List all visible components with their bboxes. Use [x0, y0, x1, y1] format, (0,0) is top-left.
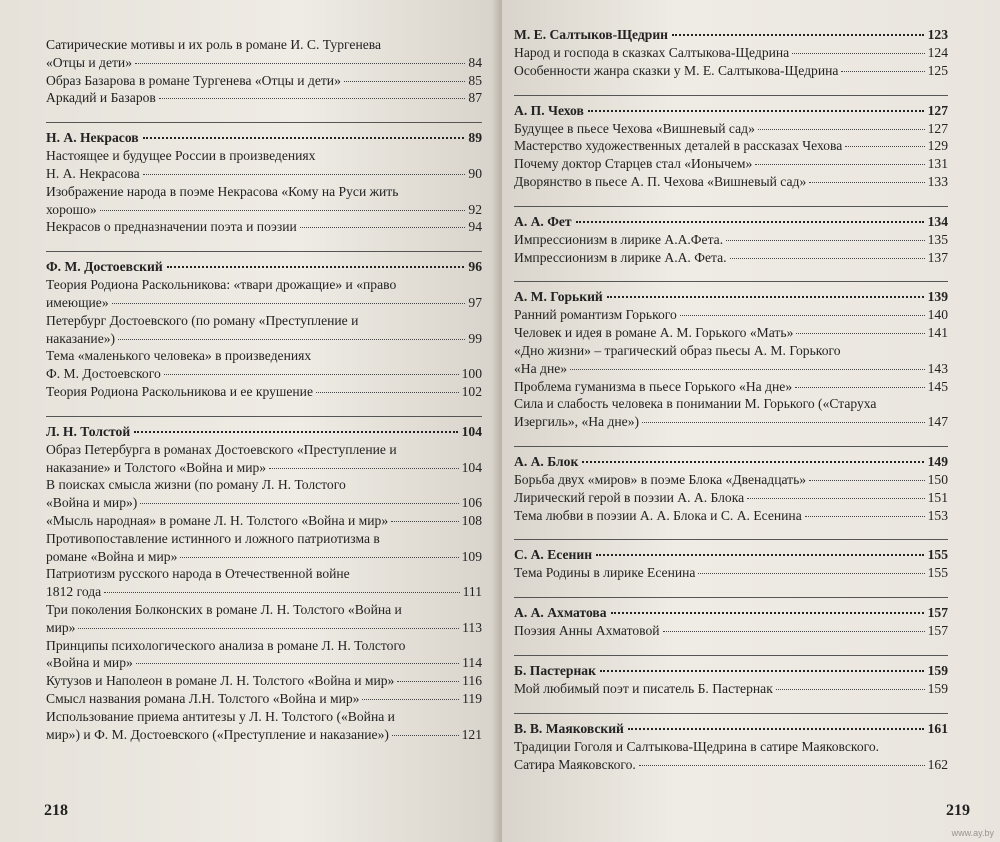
author-name: А. А. Блок	[514, 453, 579, 469]
entry-title-line: Импрессионизм в лирике А.А.Фета.	[514, 231, 724, 247]
author-name: В. В. Маяковский	[514, 720, 624, 736]
toc-entry	[514, 738, 948, 774]
dot-leader	[755, 164, 924, 165]
entry-page-number: 153	[927, 507, 948, 523]
dot-leader	[300, 227, 466, 228]
page-number-right: 219	[946, 802, 970, 819]
toc-entry	[514, 120, 948, 138]
dot-leader	[639, 765, 925, 766]
dot-leader	[796, 333, 924, 334]
dot-leader	[118, 339, 465, 340]
entry-page-number: 119	[462, 690, 482, 706]
toc-entry	[46, 183, 482, 219]
entry-page-number: 104	[461, 459, 482, 475]
dot-leader	[776, 689, 925, 690]
toc-entry	[46, 147, 482, 183]
dot-leader	[392, 735, 459, 736]
entry-title-line: Петербург Достоевского (по роману «Преступление и	[46, 312, 359, 328]
author-page-number: 104	[461, 423, 482, 439]
entry-page-number: 85	[468, 72, 482, 88]
entry-page-number: 137	[927, 249, 948, 265]
author-heading	[514, 213, 948, 231]
author-page-number: 157	[927, 605, 948, 621]
dot-leader	[143, 137, 465, 139]
toc-entry	[514, 44, 948, 62]
toc-entry	[514, 378, 948, 396]
entry-page-number: 87	[468, 90, 482, 106]
entry-page-number: 94	[468, 219, 482, 235]
entry-page-number: 147	[927, 414, 948, 430]
entry-title-line: Образ Базарова в романе Тургенева «Отцы и дети»	[46, 72, 341, 88]
dot-leader	[104, 592, 459, 593]
author-name: С. А. Есенин	[514, 547, 593, 563]
toc-section	[514, 713, 948, 774]
toc-section	[46, 122, 482, 236]
toc-section	[514, 281, 948, 431]
dot-leader	[397, 681, 459, 682]
entry-page-number: 108	[461, 512, 482, 528]
entry-title-line: Лирический герой в поэзии А. А. Блока	[514, 489, 745, 505]
entry-title-line: романе «Война и мир»	[46, 548, 178, 564]
entry-page-number: 151	[927, 489, 948, 505]
entry-title-line: Аркадий и Базаров	[46, 90, 156, 106]
entry-title-line: Образ Петербурга в романах Достоевского «Преступление и	[46, 441, 397, 457]
author-page-number: 96	[468, 259, 482, 275]
toc-entry	[514, 137, 948, 155]
entry-title-line: 1812 года	[46, 584, 102, 600]
toc-entry	[46, 441, 482, 477]
toc-entry	[514, 395, 948, 431]
toc-section	[46, 416, 482, 744]
dot-leader	[164, 374, 459, 375]
entry-title-line: Сила и слабость человека в понимании М. Горького («Старуха	[514, 396, 877, 412]
toc-entry	[46, 637, 482, 673]
entry-title-line: Принципы психологического анализа в романе Л. Н. Толстого	[46, 637, 406, 653]
toc-entry	[46, 690, 482, 708]
toc-entry	[46, 672, 482, 690]
entry-page-number: 127	[927, 120, 948, 136]
entry-title-line: Сатира Маяковского.	[514, 756, 636, 772]
entry-page-number: 162	[927, 756, 948, 772]
entry-title-line: Некрасов о предназначении поэта и поэзии	[46, 219, 297, 235]
toc-entry	[514, 231, 948, 249]
entry-title-line: «На дне»	[514, 360, 568, 376]
dot-leader	[845, 146, 924, 147]
entry-title-line: Патриотизм русского народа в Отечественной войне	[46, 566, 350, 582]
author-heading	[514, 102, 948, 120]
toc-section	[514, 446, 948, 524]
dot-leader	[576, 221, 924, 223]
entry-page-number: 145	[927, 378, 948, 394]
dot-leader	[269, 468, 459, 469]
entry-title-line: Мой любимый поэт и писатель Б. Пастернак	[514, 680, 773, 696]
toc-entry	[46, 383, 482, 401]
dot-leader	[362, 699, 459, 700]
dot-leader	[143, 174, 466, 175]
toc-entry	[46, 36, 482, 72]
dot-leader	[167, 266, 465, 268]
entry-page-number: 121	[461, 726, 482, 742]
entry-page-number: 97	[468, 294, 482, 310]
entry-title-line: мир»	[46, 619, 76, 635]
entry-title-line: Противопоставление истинного и ложного патриотизма в	[46, 530, 380, 546]
entry-title-line: Дворянство в пьесе А. П. Чехова «Вишневый сад»	[514, 173, 807, 189]
dot-leader	[663, 631, 925, 632]
author-page-number: 134	[927, 213, 948, 229]
entry-title-line: Тема «маленького человека» в произведениях	[46, 348, 312, 364]
dot-leader	[600, 670, 924, 672]
toc-entry	[46, 347, 482, 383]
author-page-number: 159	[927, 662, 948, 678]
entry-title-line: Тема Родины в лирике Есенина	[514, 565, 696, 581]
entry-page-number: 159	[927, 680, 948, 696]
toc-section	[514, 597, 948, 640]
entry-page-number: 113	[462, 619, 482, 635]
dot-leader	[642, 422, 925, 423]
entry-page-number: 133	[927, 173, 948, 189]
author-heading	[514, 26, 948, 44]
toc-entry	[514, 489, 948, 507]
toc-section	[514, 655, 948, 698]
toc-entry	[514, 324, 948, 342]
author-name: А. М. Горький	[514, 289, 603, 305]
author-heading	[46, 423, 482, 441]
author-heading	[46, 129, 482, 147]
author-page-number: 139	[927, 289, 948, 305]
entry-title-line: Ранний романтизм Горького	[514, 307, 677, 323]
entry-title-line: Борьба двух «миров» в поэме Блока «Двенадцать»	[514, 471, 807, 487]
author-heading	[514, 453, 948, 471]
dot-leader	[672, 34, 924, 36]
author-name: М. Е. Салтыков-Щедрин	[514, 27, 669, 42]
toc-entry	[46, 601, 482, 637]
author-name: Л. Н. Толстой	[46, 423, 131, 439]
dot-leader	[582, 461, 923, 463]
entry-title-line: наказание»)	[46, 330, 116, 346]
author-page-number: 127	[927, 102, 948, 118]
dot-leader	[134, 431, 457, 433]
toc-entry	[514, 306, 948, 324]
author-page-number: 155	[927, 547, 948, 563]
author-name: Б. Пастернак	[514, 662, 596, 678]
dot-leader	[809, 480, 925, 481]
author-heading	[514, 546, 948, 564]
toc-section	[514, 206, 948, 267]
entry-title-line: мир») и Ф. М. Достоевского («Преступление и наказание»)	[46, 726, 389, 742]
entry-title-line: Почему доктор Старцев стал «Ионычем»	[514, 156, 753, 172]
entry-page-number: 141	[927, 325, 948, 341]
dot-leader	[758, 129, 925, 130]
entry-title-line: «Война и мир»)	[46, 495, 138, 511]
dot-leader	[795, 387, 924, 388]
entry-title-line: Сатирические мотивы и их роль в романе И. С. Тургенева	[46, 37, 382, 52]
entry-title-line: Народ и господа в сказках Салтыкова-Щедрина	[514, 45, 790, 60]
author-page-number: 123	[927, 27, 948, 42]
entry-title-line: хорошо»	[46, 201, 97, 217]
entry-page-number: 129	[927, 138, 948, 154]
toc-entry	[46, 708, 482, 744]
entry-page-number: 150	[927, 471, 948, 487]
toc-entry	[46, 72, 482, 90]
dot-leader	[680, 315, 925, 316]
toc-entry	[514, 471, 948, 489]
toc-entry	[514, 62, 948, 80]
toc-section	[46, 36, 482, 107]
dot-leader	[596, 554, 924, 556]
author-name: А. А. Фет	[514, 213, 572, 229]
dot-leader	[180, 557, 458, 558]
entry-page-number: 140	[927, 307, 948, 323]
toc-entry	[514, 622, 948, 640]
entry-page-number: 125	[927, 62, 948, 78]
toc-entry	[46, 476, 482, 512]
entry-title-line: «Дно жизни» – трагический образ пьесы А. М. Горького	[514, 342, 841, 358]
dot-leader	[570, 369, 925, 370]
toc-section	[514, 539, 948, 582]
entry-title-line: Изображение народа в поэме Некрасова «Кому на Руси жить	[46, 183, 399, 199]
entry-page-number: 100	[461, 366, 482, 382]
entry-title-line: «Отцы и дети»	[46, 54, 132, 70]
dot-leader	[611, 612, 924, 614]
toc-entry	[46, 218, 482, 236]
author-page-number: 149	[927, 453, 948, 469]
toc-entry	[514, 680, 948, 698]
entry-title-line: имеющие»	[46, 294, 109, 310]
entry-title-line: наказание» и Толстого «Война и мир»	[46, 459, 267, 475]
author-heading	[46, 258, 482, 276]
toc-section	[514, 95, 948, 191]
entry-title-line: Изергиль», «На дне»)	[514, 414, 640, 430]
entry-title-line: В поисках смысла жизни (по роману Л. Н. Толстого	[46, 477, 346, 493]
dot-leader	[316, 392, 459, 393]
toc-entry	[514, 564, 948, 582]
dot-leader	[78, 628, 459, 629]
dot-leader	[809, 182, 924, 183]
author-name: Н. А. Некрасов	[46, 130, 139, 146]
toc-section	[514, 26, 948, 80]
dot-leader	[726, 240, 924, 241]
entry-page-number: 102	[461, 383, 482, 399]
toc-entry	[46, 512, 482, 530]
entry-title-line: Традиции Гоголя и Салтыкова-Щедрина в сатире Маяковского.	[514, 738, 880, 754]
author-page-number: 89	[468, 130, 482, 146]
entry-title-line: Использование приема антитезы у Л. Н. Толстого («Война и	[46, 708, 395, 724]
entry-title-line: Будущее в пьесе Чехова «Вишневый сад»	[514, 120, 755, 136]
entry-page-number: 90	[468, 165, 482, 181]
dot-leader	[607, 296, 924, 298]
entry-title-line: «Мысль народная» в романе Л. Н. Толстого «Война и мир»	[46, 512, 389, 528]
entry-page-number: 106	[461, 495, 482, 511]
entry-page-number: 116	[462, 673, 482, 689]
entry-page-number: 114	[462, 655, 482, 671]
toc-entry	[514, 507, 948, 525]
entry-title-line: Мастерство художественных деталей в рассказах Чехова	[514, 138, 843, 154]
watermark: www.ay.by	[951, 828, 994, 838]
entry-page-number: 157	[927, 623, 948, 639]
entry-title-line: Теория Родиона Раскольникова и ее крушение	[46, 383, 313, 399]
dot-leader	[628, 728, 924, 730]
entry-title-line: Теория Родиона Раскольникова: «твари дрожащие» и «право	[46, 277, 397, 293]
toc-entry	[46, 565, 482, 601]
dot-leader	[805, 516, 925, 517]
dot-leader	[344, 81, 466, 82]
right-page	[502, 0, 1000, 842]
dot-leader	[792, 53, 924, 54]
entry-title-line: Кутузов и Наполеон в романе Л. Н. Толстого «Война и мир»	[46, 673, 395, 689]
toc-entry	[514, 155, 948, 173]
entry-title-line: Человек и идея в романе А. М. Горького «Мать»	[514, 325, 794, 341]
entry-title-line: Особенности жанра сказки у М. Е. Салтыкова-Щедрина	[514, 62, 839, 78]
dot-leader	[730, 258, 925, 259]
left-page	[0, 0, 498, 842]
author-name: А. А. Ахматова	[514, 605, 607, 621]
entry-page-number: 111	[462, 584, 482, 600]
toc-entry	[514, 342, 948, 378]
author-heading	[514, 720, 948, 738]
entry-title-line: Смысл названия романа Л.Н. Толстого «Война и мир»	[46, 690, 360, 706]
entry-page-number: 135	[927, 231, 948, 247]
entry-title-line: Импрессионизм в лирике А.А. Фета.	[514, 249, 727, 265]
entry-title-line: Ф. М. Достоевского	[46, 366, 161, 382]
author-name: Ф. М. Достоевский	[46, 259, 163, 275]
dot-leader	[698, 573, 924, 574]
toc-entry	[46, 312, 482, 348]
entry-page-number: 109	[461, 548, 482, 564]
dot-leader	[135, 63, 465, 64]
entry-page-number: 124	[927, 45, 948, 60]
entry-title-line: Поэзия Анны Ахматовой	[514, 623, 660, 639]
toc-entry	[514, 173, 948, 191]
left-toc	[46, 36, 482, 743]
entry-page-number: 99	[468, 330, 482, 346]
author-name: А. П. Чехов	[514, 102, 584, 118]
entry-title-line: Тема любви в поэзии А. А. Блока и С. А. Есенина	[514, 507, 802, 523]
dot-leader	[136, 663, 459, 664]
entry-page-number: 155	[927, 565, 948, 581]
entry-title-line: «Война и мир»	[46, 655, 133, 671]
dot-leader	[588, 110, 924, 112]
page-number-left: 218	[44, 802, 68, 819]
entry-page-number: 84	[468, 54, 482, 70]
toc-entry	[46, 276, 482, 312]
entry-page-number: 92	[468, 201, 482, 217]
author-heading	[514, 604, 948, 622]
author-heading	[514, 288, 948, 306]
dot-leader	[747, 498, 924, 499]
dot-leader	[140, 503, 458, 504]
entry-title-line: Проблема гуманизма в пьесе Горького «На дне»	[514, 378, 793, 394]
dot-leader	[841, 71, 924, 72]
author-heading	[514, 662, 948, 680]
entry-page-number: 143	[927, 360, 948, 376]
toc-entry	[46, 89, 482, 107]
entry-title-line: Три поколения Болконских в романе Л. Н. Толстого «Война и	[46, 601, 402, 617]
author-page-number: 161	[927, 720, 948, 736]
dot-leader	[159, 98, 466, 99]
dot-leader	[112, 303, 466, 304]
right-toc	[514, 26, 948, 773]
toc-entry	[46, 530, 482, 566]
toc-entry	[514, 249, 948, 267]
dot-leader	[391, 521, 458, 522]
dot-leader	[100, 210, 466, 211]
entry-title-line: Н. А. Некрасова	[46, 165, 140, 181]
toc-section	[46, 251, 482, 401]
entry-page-number: 131	[927, 156, 948, 172]
entry-title-line: Настоящее и будущее России в произведениях	[46, 148, 316, 164]
